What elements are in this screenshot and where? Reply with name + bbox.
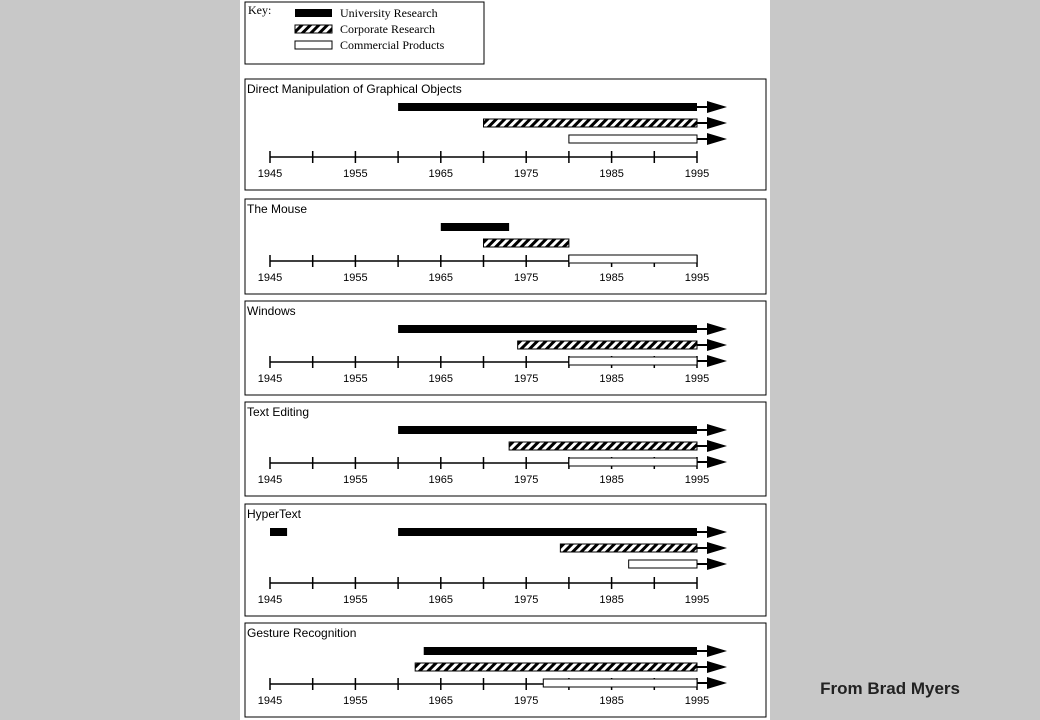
tick-label: 1945 <box>257 373 283 385</box>
tick-label: 1985 <box>599 594 624 606</box>
key-legend <box>245 2 484 64</box>
tick-label: 1955 <box>343 594 368 606</box>
timeline-sheet <box>240 0 770 720</box>
panel-title: Windows <box>247 304 296 318</box>
key-swatch-corporate <box>295 25 332 33</box>
tick-label: 1965 <box>428 373 454 385</box>
timeline-bar <box>629 560 697 568</box>
tick-label: 1995 <box>684 695 710 707</box>
timeline-bar <box>424 647 697 655</box>
timeline-bar <box>543 679 697 687</box>
timeline-panel <box>245 402 766 496</box>
tick-label: 1995 <box>684 168 710 180</box>
tick-label: 1975 <box>513 594 539 606</box>
timeline-bar <box>415 663 697 671</box>
tick-label: 1975 <box>513 474 539 486</box>
timeline-panel <box>245 301 766 395</box>
tick-label: 1955 <box>343 695 368 707</box>
tick-label: 1965 <box>428 594 454 606</box>
tick-label: 1985 <box>599 373 624 385</box>
timeline-panel <box>245 623 766 717</box>
tick-label: 1955 <box>343 168 368 180</box>
timeline-bar <box>518 341 697 349</box>
key-label-commercial: Commercial Products <box>340 38 445 52</box>
timeline-bar <box>398 325 697 333</box>
panel-title: Text Editing <box>247 405 310 419</box>
timeline-panel <box>245 199 766 294</box>
timeline-bar <box>484 239 569 247</box>
tick-label: 1975 <box>513 272 539 284</box>
timeline-bar <box>569 135 697 143</box>
key-label-university: University Research <box>340 6 438 20</box>
timeline-bar <box>569 255 697 263</box>
timeline-bar <box>398 103 697 111</box>
timeline-panel <box>245 79 766 190</box>
timeline-bar <box>509 442 697 450</box>
tick-label: 1995 <box>684 474 710 486</box>
timeline-bar <box>484 119 698 127</box>
tick-label: 1985 <box>599 474 624 486</box>
tick-label: 1975 <box>513 695 539 707</box>
tick-label: 1945 <box>257 474 283 486</box>
panel-title: Gesture Recognition <box>247 626 357 640</box>
panel-title: Direct Manipulation of Graphical Objects <box>247 82 462 96</box>
timeline-bar <box>398 426 697 434</box>
timeline-bar <box>560 544 697 552</box>
tick-label: 1995 <box>684 272 710 284</box>
key-title: Key: <box>248 3 272 17</box>
tick-label: 1985 <box>599 168 624 180</box>
panel-title: HyperText <box>247 507 302 521</box>
timeline-bar <box>441 223 509 231</box>
timeline-bar <box>569 458 697 466</box>
tick-label: 1965 <box>428 695 454 707</box>
tick-label: 1975 <box>513 373 539 385</box>
timeline-chart <box>240 0 770 720</box>
timeline-bar <box>398 528 697 536</box>
tick-label: 1975 <box>513 168 539 180</box>
key-label-corporate: Corporate Research <box>340 22 435 36</box>
tick-label: 1955 <box>343 373 368 385</box>
tick-label: 1985 <box>599 272 624 284</box>
panel-title: The Mouse <box>247 202 308 216</box>
tick-label: 1965 <box>428 168 454 180</box>
tick-label: 1985 <box>599 695 624 707</box>
tick-label: 1945 <box>257 695 283 707</box>
tick-label: 1995 <box>684 594 710 606</box>
key-swatch-university <box>295 9 332 17</box>
timeline-bar <box>569 357 697 365</box>
tick-label: 1955 <box>343 474 368 486</box>
tick-label: 1945 <box>257 594 283 606</box>
key-swatch-commercial <box>295 41 332 49</box>
tick-label: 1955 <box>343 272 368 284</box>
credit-text: From Brad Myers <box>820 679 960 698</box>
tick-label: 1965 <box>428 272 454 284</box>
timeline-bar <box>270 528 287 536</box>
tick-label: 1995 <box>684 373 710 385</box>
timeline-panel <box>245 504 766 616</box>
tick-label: 1945 <box>257 272 283 284</box>
timeline-panels <box>245 79 766 717</box>
tick-label: 1945 <box>257 168 283 180</box>
tick-label: 1965 <box>428 474 454 486</box>
